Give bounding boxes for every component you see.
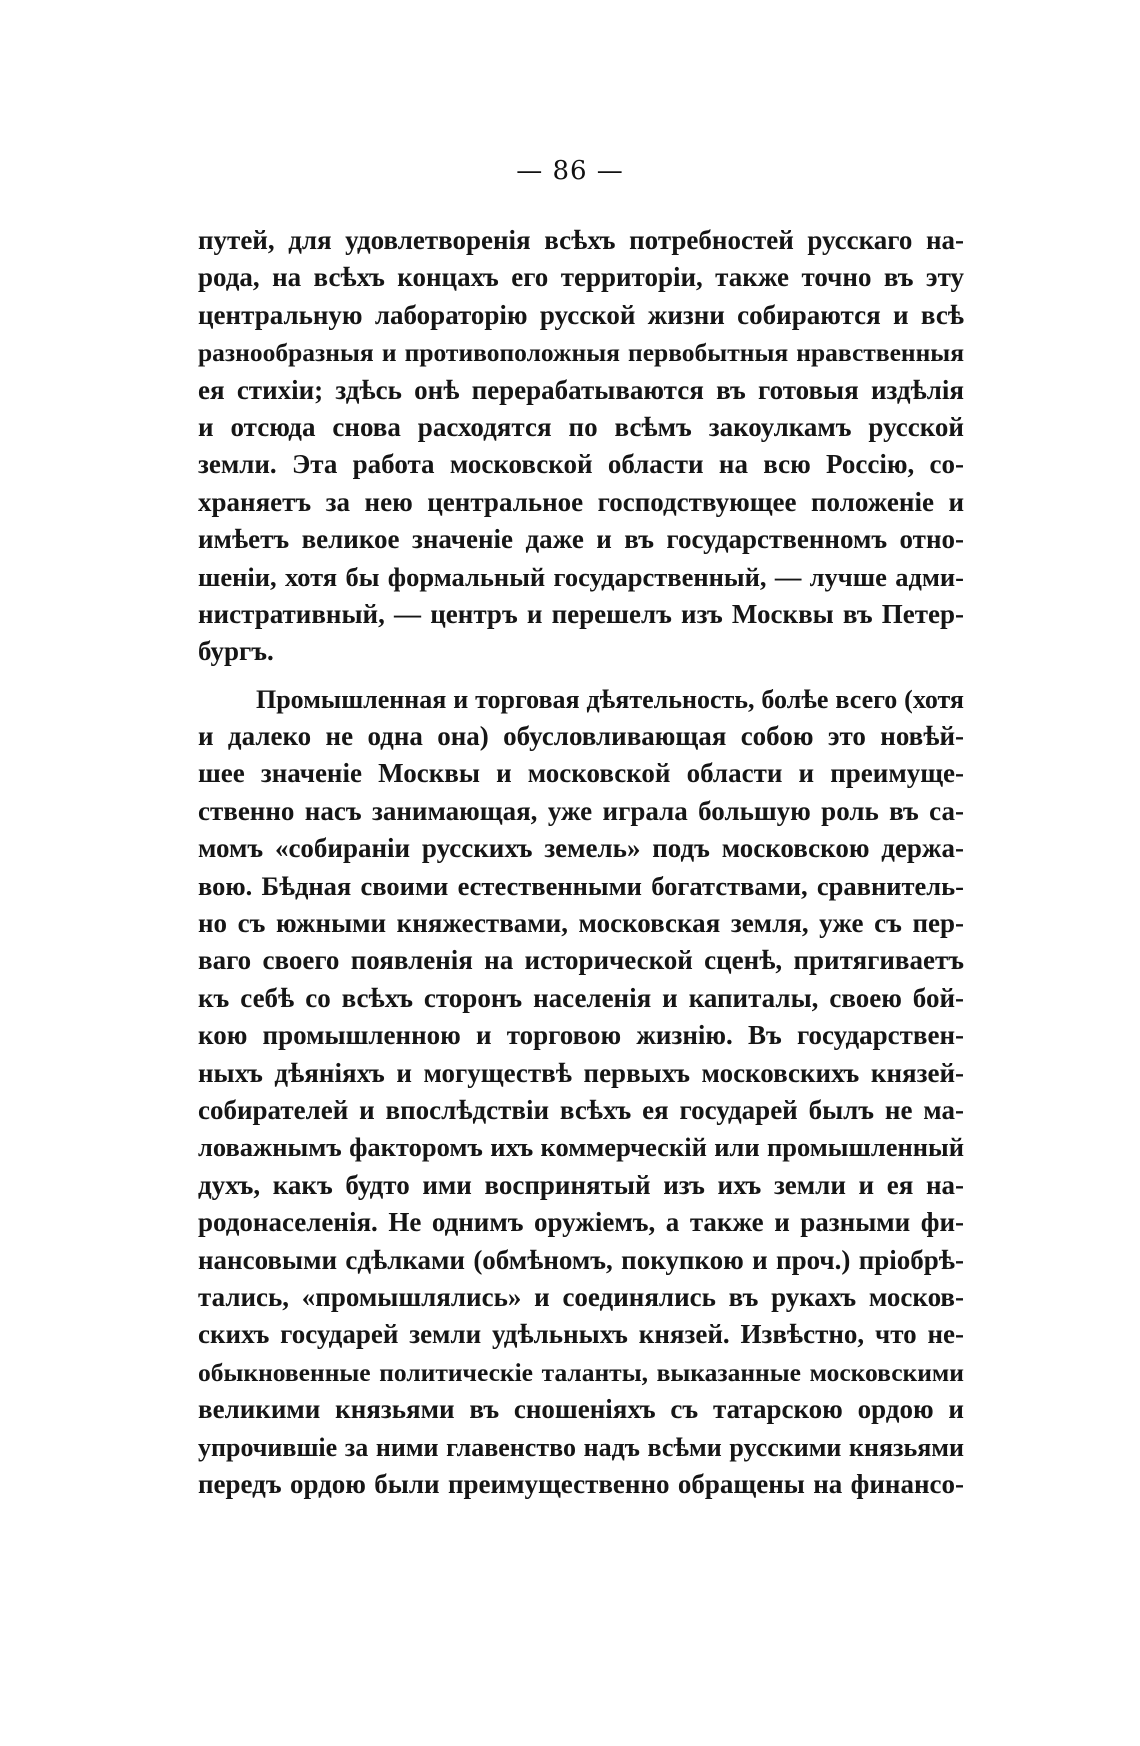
text-line: и отсюда снова расходятся по всѣмъ закоулкамъ русской [198, 411, 964, 442]
text-line: скихъ государей земли удѣльныхъ князей. Извѣстно, что не- [198, 1319, 964, 1350]
page-number: — 86 — [516, 156, 624, 186]
text-line: ственно насъ занимающая, уже играла большую роль въ са- [198, 795, 964, 826]
text-line: и далеко не одна она) обусловливающая собою это новѣй- [198, 721, 964, 752]
text-line: шее значеніе Москвы и московской области и преимуще- [198, 758, 964, 789]
text-line: духъ, какъ будто ими воспринятый изъ ихъ земли и ея на- [198, 1169, 964, 1200]
text-line: имѣетъ великое значеніе даже и въ государственномъ отно- [198, 524, 964, 555]
text-line: разнообразныя и противоположныя первобытныя нравственныя [198, 338, 964, 368]
text-line: ловажнымъ факторомъ ихъ коммерческій или промышленный [198, 1132, 964, 1163]
text-line: нансовыми сдѣлками (обмѣномъ, покупкою и проч.) пріобрѣ- [198, 1244, 964, 1275]
text-line: упрочившіе за ними главенство надъ всѣми русскими князьями [198, 1432, 964, 1462]
text-line: къ себѣ со всѣхъ сторонъ населенія и капиталы, своею бой- [198, 982, 964, 1013]
text-line: ныхъ дѣяніяхъ и могуществѣ первыхъ московскихъ князей- [198, 1057, 964, 1088]
text-line: собирателей и впослѣдствіи всѣхъ ея государей былъ не ма- [198, 1094, 964, 1125]
text-line: путей, для удовлетворенія всѣхъ потребностей русскаго на- [198, 225, 964, 255]
text-line: нистративный, — центръ и перешелъ изъ Москвы въ Петер- [198, 598, 964, 629]
text-line: великими князьями въ сношеніяхъ съ татарскою ордою и [198, 1394, 964, 1425]
text-line: вою. Бѣдная своими естественными богатствами, сравнитель- [198, 870, 964, 901]
paragraph-1 [198, 222, 964, 671]
text-line: кою промышленною и торговою жизнію. Въ государствен- [198, 1020, 964, 1051]
text-line: передъ ордою были преимущественно обращены на финансо- [198, 1468, 964, 1499]
text-line: Промышленная и торговая дѣятельность, болѣе всего (хотя [256, 684, 964, 714]
text-line: тались, «промышлялись» и соединялись въ рукахъ москов- [198, 1281, 964, 1312]
text-line: земли. Эта работа московской области на всю Россію, со- [198, 449, 964, 480]
text-line: центральную лабораторію русской жизни собираются и всѣ [198, 299, 964, 330]
paragraph-2 [198, 681, 964, 1504]
text-line: ваго своего появленія на исторической сценѣ, притягиваетъ [198, 945, 964, 976]
text-line: бургъ. [198, 636, 274, 667]
text-line: рода, на всѣхъ концахъ его территоріи, также точно въ эту [198, 262, 964, 293]
body-text [198, 222, 964, 1503]
text-line: храняетъ за нею центральное господствующее положеніе и [198, 486, 964, 517]
text-line: ея стихіи; здѣсь онѣ перерабатываются въ готовыя издѣлія [198, 374, 964, 405]
text-line: момъ «собираніи русскихъ земель» подъ московскою держа- [198, 833, 964, 864]
paragraph-gap [198, 671, 964, 681]
text-line: шеніи, хотя бы формальный государственный, — лучше адми- [198, 561, 964, 592]
text-line: но съ южными княжествами, московская земля, уже съ пер- [198, 908, 964, 939]
text-line: обыкновенные политическіе таланты, выказанные московскими [198, 1357, 964, 1387]
text-line: родонаселенія. Не однимъ оружіемъ, а также и разными фи- [198, 1207, 964, 1238]
